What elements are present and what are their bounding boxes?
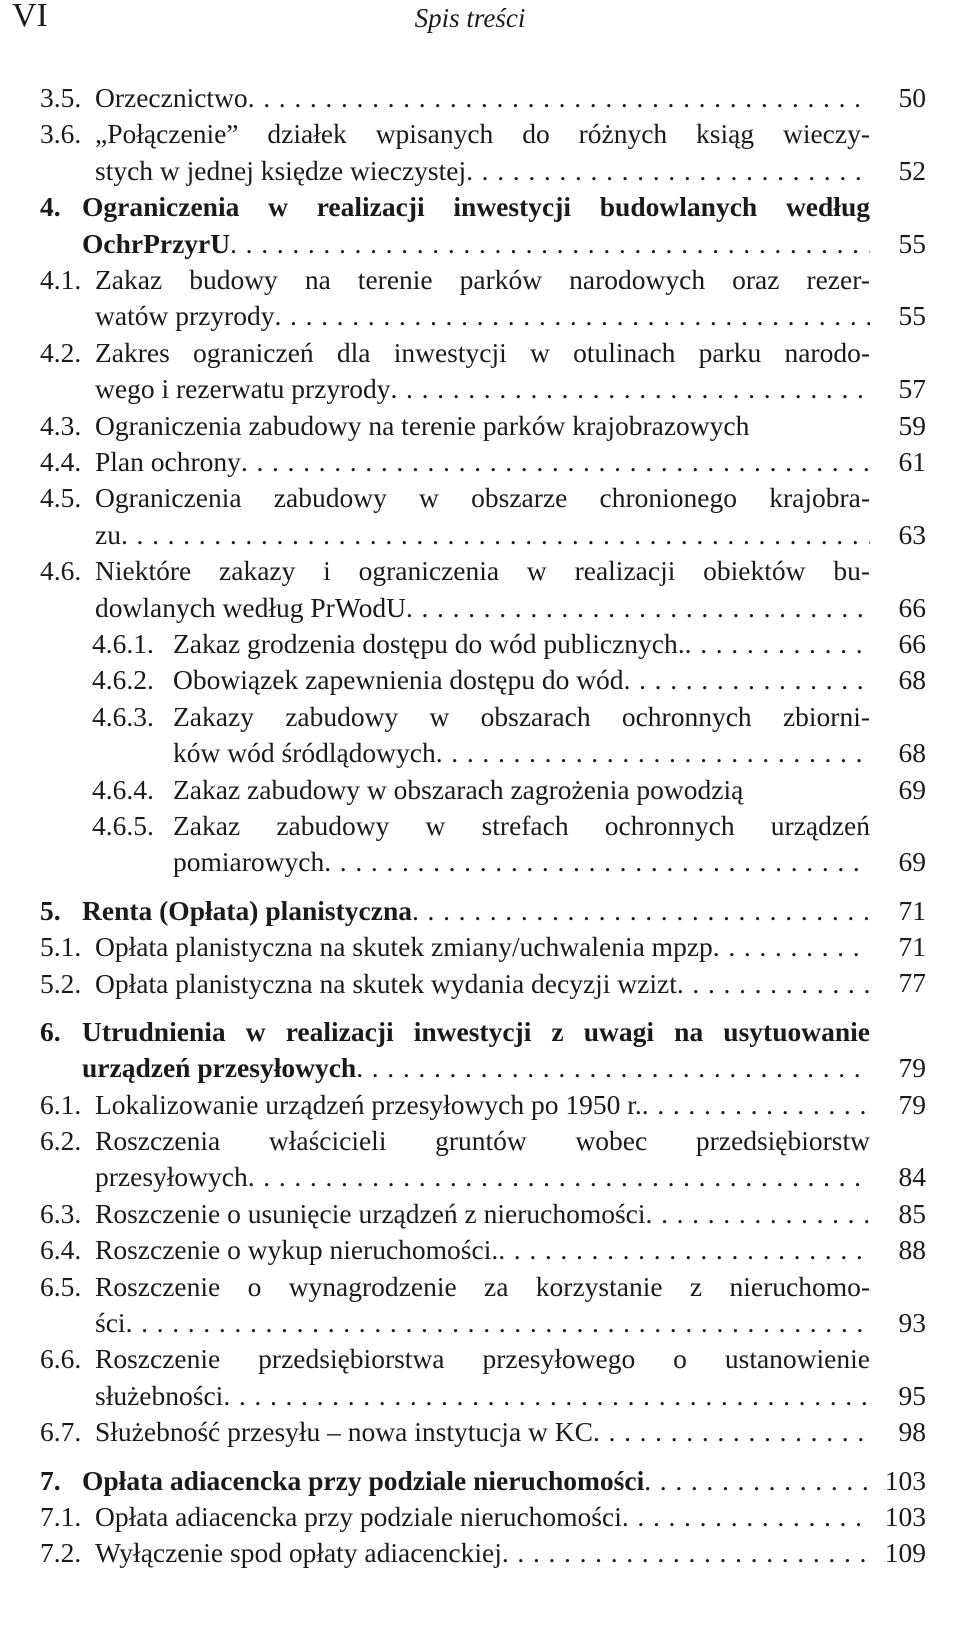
dot-leader (324, 844, 870, 880)
dot-leader (241, 444, 870, 480)
dot-leader (622, 1499, 870, 1535)
toc-entry-number: 6.5. (40, 1270, 82, 1302)
page-header (0, 0, 960, 40)
toc-entry-number: 4.6.1. (92, 627, 154, 659)
toc-entry-title-line: OchrPrzyrU (82, 227, 231, 259)
toc-entry[interactable] (40, 80, 940, 116)
toc-entry-title-line: stych w jednej księdze wieczystej (95, 154, 467, 186)
toc-entry-number: 3.5. (40, 82, 82, 113)
toc-entry-number: 5.1. (40, 931, 82, 963)
toc-page-number: 61 (898, 445, 926, 477)
toc-entry-title-line: Roszczenia właścicieli gruntów wobec przedsiębiorstw (95, 1125, 870, 1157)
toc-page-number: 71 (898, 931, 926, 963)
dot-leader (646, 1196, 870, 1232)
toc-entry-number: 7. (40, 1464, 61, 1496)
toc-page-number: 109 (884, 1537, 926, 1569)
dot-leader (644, 1463, 870, 1499)
dot-leader (466, 153, 870, 189)
dot-leader (121, 517, 870, 553)
toc-entry-number: 6.2. (40, 1125, 82, 1157)
dot-leader (624, 662, 870, 698)
toc-entry-title-line: Plan ochrony (95, 445, 241, 477)
dot-leader (502, 1535, 870, 1571)
toc-chapter[interactable] (40, 893, 940, 929)
toc-entry-title-line: Zakaz budowy na terenie parków narodowych oraz rezer- (95, 263, 870, 295)
toc-chapter[interactable] (40, 1463, 940, 1499)
toc-entry-title-line: ści (95, 1307, 126, 1339)
toc-entry-title-line: ków wód śródlądowych (173, 737, 436, 769)
toc-page-number: 66 (898, 627, 926, 659)
toc-entry-title-line: Opłata adiacencka przy podziale nieruchomości (95, 1501, 622, 1533)
toc-entry-title-line: Ograniczenia zabudowy w obszarze chronionego krajobra- (95, 482, 870, 514)
dot-leader (223, 1378, 870, 1414)
toc-entry-title-line: Zakaz zabudowy w strefach ochronnych urządzeń (173, 809, 870, 841)
dot-leader (230, 226, 870, 262)
toc-page-number: 69 (898, 773, 926, 805)
toc-entry-number: 5.2. (40, 967, 82, 999)
toc-entry-number: 3.6. (40, 118, 82, 150)
toc-entry-title-line: Zakres ograniczeń dla inwestycji w otulinach parku narodo- (95, 336, 870, 368)
toc-page-number: 84 (898, 1161, 926, 1193)
toc-entry-number: 6.6. (40, 1343, 82, 1375)
toc-entry-title-line: Utrudnienia w realizacji inwestycji z uwagi na usytuowanie (82, 1015, 870, 1047)
toc-entry[interactable] (40, 553, 940, 626)
table-of-contents (40, 80, 940, 1572)
toc-entry[interactable] (40, 626, 940, 662)
dot-leader (685, 626, 870, 662)
toc-entry-title-line: zu (95, 518, 121, 550)
toc-entry-number: 4.5. (40, 482, 82, 514)
toc-entry-number: 6.7. (40, 1416, 82, 1448)
dot-leader (248, 80, 870, 116)
toc-entry-title-line: Wyłączenie spod opłaty adiacenckiej (95, 1537, 502, 1569)
dot-leader (248, 1159, 870, 1195)
dot-leader (274, 298, 870, 334)
toc-entry-title-line: watów przyrody (95, 300, 275, 332)
dot-leader (126, 1305, 870, 1341)
toc-page-number: 63 (898, 518, 926, 550)
toc-entry-title-line: Roszczenie przedsiębiorstwa przesyłowego o ustanowienie (95, 1343, 870, 1375)
toc-page-number: 69 (898, 846, 926, 878)
toc-entry-title-line: Opłata adiacencka przy podziale nieruchomości (82, 1464, 645, 1496)
toc-entry-title-line: Zakaz zabudowy w obszarach zagrożenia powodzią (173, 773, 744, 805)
toc-entry-number: 6.4. (40, 1234, 82, 1266)
toc-entry-title-line: Ograniczenia w realizacji inwestycji budowlanych według (82, 191, 870, 223)
toc-entry-number: 6.1. (40, 1088, 82, 1120)
toc-entry-title-line: Orzecznictwo (95, 82, 248, 113)
toc-entry-number: 7.2. (40, 1537, 82, 1569)
toc-entry-number: 4.1. (40, 263, 82, 295)
toc-entry[interactable] (40, 1232, 940, 1268)
toc-entry-number: 6.3. (40, 1197, 82, 1229)
toc-entry[interactable] (40, 1196, 940, 1232)
toc-entry[interactable] (40, 929, 940, 965)
toc-page-number: 50 (898, 81, 926, 113)
toc-page-number: 93 (898, 1307, 926, 1339)
toc-page-number: 95 (898, 1379, 926, 1411)
toc-entry-number: 4.4. (40, 445, 82, 477)
toc-entry[interactable] (40, 262, 940, 335)
toc-entry-title-line: Opłata planistyczna na skutek zmiany/uchwalenia mpzp (95, 931, 713, 963)
toc-entry-title-line: Służebność przesyłu – nowa instytucja w KC (95, 1416, 593, 1448)
toc-page-number: 55 (898, 300, 926, 332)
toc-entry-number: 4.6. (40, 555, 82, 587)
toc-entry[interactable] (40, 1341, 940, 1414)
dot-leader (412, 893, 870, 929)
toc-entry-title-line: urządzeń przesyłowych (82, 1052, 357, 1084)
toc-entry-title-line: „Połączenie” działek wpisanych do różnych ksiąg wieczy- (95, 118, 870, 150)
toc-page-number: 71 (898, 894, 926, 926)
toc-entry[interactable] (40, 662, 940, 698)
toc-entry-number: 6. (40, 1015, 61, 1047)
toc-page-number: 88 (898, 1234, 926, 1266)
dot-leader (593, 1414, 870, 1450)
toc-entry[interactable] (40, 408, 940, 444)
toc-entry[interactable] (40, 335, 940, 408)
toc-page-number: 68 (898, 737, 926, 769)
toc-entry-number: 4.6.5. (92, 809, 154, 841)
dot-leader (642, 1087, 870, 1123)
toc-page-number: 59 (898, 409, 926, 441)
toc-entry[interactable] (40, 699, 940, 772)
dot-leader (498, 1232, 870, 1268)
toc-entry[interactable] (40, 1087, 940, 1123)
toc-entry-title-line: pomiarowych (173, 846, 325, 878)
toc-entry-title-line: wego i rezerwatu przyrody (95, 373, 391, 405)
toc-entry[interactable] (40, 1499, 940, 1535)
toc-entry[interactable] (40, 116, 940, 189)
toc-entry-title-line: Opłata planistyczna na skutek wydania decyzji wzizt (95, 967, 677, 999)
toc-entry-number: 4.6.3. (92, 700, 154, 732)
toc-entry-title-line: służebności (95, 1379, 224, 1411)
dot-leader (436, 735, 870, 771)
toc-page-number: 55 (898, 227, 926, 259)
toc-entry[interactable] (40, 966, 940, 1002)
toc-entry[interactable] (40, 1123, 940, 1196)
toc-entry-title-line: Niektóre zakazy i ograniczenia w realizacji obiektów bu- (95, 555, 870, 587)
toc-entry-number: 7.1. (40, 1501, 82, 1533)
running-title: Spis treści (414, 3, 526, 33)
toc-entry[interactable] (40, 1535, 940, 1571)
toc-entry-number: 4.6.2. (92, 664, 154, 696)
toc-page-number: 52 (898, 154, 926, 186)
toc-entry-number: 4.3. (40, 409, 82, 441)
toc-entry-title-line: Roszczenie o wynagrodzenie za korzystanie z nieruchomo- (95, 1270, 870, 1302)
dot-leader (391, 371, 871, 407)
toc-page-number: 57 (898, 373, 926, 405)
toc-chapter[interactable] (40, 1014, 940, 1087)
toc-entry[interactable] (40, 808, 940, 881)
toc-page-number: 77 (898, 967, 926, 999)
toc-entry[interactable] (40, 1269, 940, 1342)
toc-entry[interactable] (40, 480, 940, 553)
toc-entry-number: 4.6.4. (92, 773, 154, 805)
toc-entry-number: 5. (40, 894, 61, 926)
toc-entry[interactable] (40, 444, 940, 480)
dot-leader (406, 590, 870, 626)
toc-page-number: 79 (898, 1052, 926, 1084)
toc-entry-title-line: przesyłowych (95, 1161, 248, 1193)
toc-entry-title-line: Obowiązek zapewnienia dostępu do wód (173, 664, 624, 696)
toc-page-number: 68 (898, 664, 926, 696)
toc-entry[interactable] (40, 772, 940, 808)
toc-entry-title-line: Lokalizowanie urządzeń przesyłowych po 1950 r. (95, 1088, 642, 1120)
toc-entry-title-line: Zakazy zabudowy w obszarach ochronnych zbiorni- (173, 700, 870, 732)
toc-page-number: 103 (884, 1464, 926, 1496)
toc-page-number: 85 (898, 1197, 926, 1229)
toc-entry-title-line: Zakaz grodzenia dostępu do wód publicznych. (173, 627, 685, 659)
toc-page-number: 66 (898, 591, 926, 623)
toc-chapter[interactable] (40, 189, 940, 262)
toc-entry-title-line: dowlanych według PrWodU (95, 591, 406, 623)
toc-entry-title-line: Roszczenie o usunięcie urządzeń z nieruchomości (95, 1197, 646, 1229)
dot-leader (677, 966, 870, 1002)
toc-entry-title-line: Roszczenie o wykup nieruchomości. (95, 1234, 499, 1266)
dot-leader (356, 1050, 870, 1086)
toc-entry-number: 4.2. (40, 336, 82, 368)
toc-page-number: 79 (898, 1088, 926, 1120)
toc-entry-title-line: Ograniczenia zabudowy na terenie parków krajobrazowych (95, 409, 750, 441)
toc-page-number: 98 (898, 1416, 926, 1448)
toc-entry-number: 4. (40, 191, 61, 223)
dot-leader (713, 929, 870, 965)
toc-entry-title-line: Renta (Opłata) planistyczna (82, 894, 412, 926)
toc-page-number: 103 (884, 1501, 926, 1533)
page-number: VI (12, 0, 48, 34)
toc-entry[interactable] (40, 1414, 940, 1450)
